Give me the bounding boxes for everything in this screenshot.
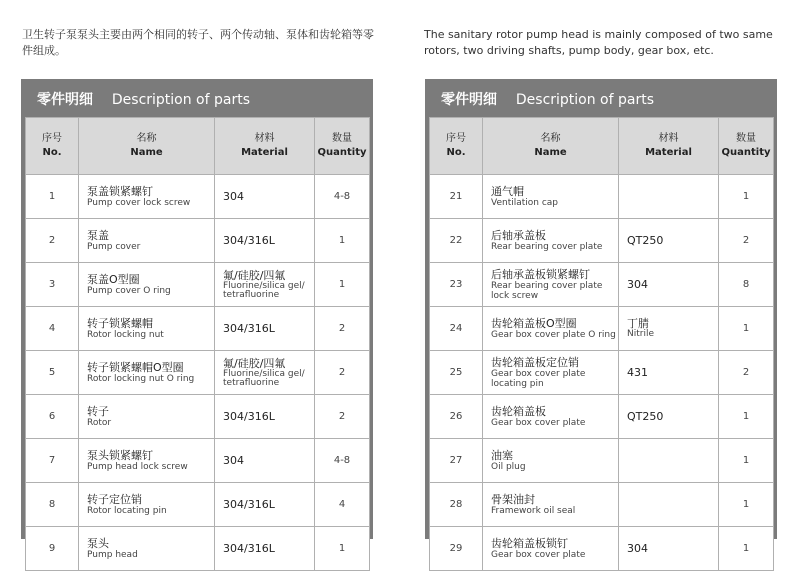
- material-cn: 304/316L: [223, 321, 275, 335]
- part-material: [619, 395, 719, 439]
- part-quantity: 2: [315, 307, 370, 351]
- part-quantity: 1: [719, 439, 774, 483]
- table-row: [26, 439, 370, 483]
- header-quantity: 数量 Quantity: [315, 118, 370, 175]
- part-material: [619, 527, 719, 571]
- table-row: [26, 307, 370, 351]
- panel-title: [25, 79, 369, 117]
- part-name-en: Pump cover lock screw: [87, 197, 191, 208]
- part-name: [79, 175, 215, 219]
- part-name: [483, 439, 619, 483]
- part-number: 22: [430, 219, 483, 263]
- material-en: Fluorine/silica gel/ tetrafluorine: [223, 368, 305, 388]
- table-row: [26, 395, 370, 439]
- part-quantity: 1: [315, 219, 370, 263]
- material-cn: 304: [223, 189, 244, 203]
- part-quantity: 4-8: [315, 439, 370, 483]
- material-cn: 304: [627, 277, 648, 291]
- header-name: 名称 Name: [483, 118, 619, 175]
- part-quantity: 1: [719, 483, 774, 527]
- part-quantity: 4: [315, 483, 370, 527]
- part-material: [215, 351, 315, 395]
- part-name-en: Pump cover: [87, 241, 141, 252]
- part-name-cn: 骨架油封: [491, 492, 535, 506]
- part-name-cn: 转子锁紧螺帽O型圈: [87, 360, 184, 374]
- part-name-en: Ventilation cap: [491, 197, 559, 208]
- part-name-en: Pump cover O ring: [87, 285, 171, 296]
- part-name-en: Rotor locking nut: [87, 329, 164, 340]
- part-name: [79, 483, 215, 527]
- part-name-cn: 齿轮箱盖板O型圈: [491, 316, 577, 330]
- part-name: [79, 351, 215, 395]
- parts-panel-left: [21, 79, 373, 560]
- table-row: [430, 175, 774, 219]
- part-quantity: 1: [719, 527, 774, 571]
- part-number: 3: [26, 263, 79, 307]
- header-no: 序号 No.: [26, 118, 79, 175]
- material-cn: 431: [627, 365, 648, 379]
- header-name: 名称 Name: [79, 118, 215, 175]
- parts-table-right: [429, 117, 774, 571]
- part-name-en: Gear box cover plate: [491, 417, 586, 428]
- part-name-en: Pump head: [87, 549, 138, 560]
- part-name: [79, 219, 215, 263]
- part-name: [483, 219, 619, 263]
- material-cn: 304: [627, 541, 648, 555]
- material-cn: 304/316L: [223, 233, 275, 247]
- part-name-cn: 齿轮箱盖板: [491, 404, 546, 418]
- part-name-cn: 齿轮箱盖板定位销: [491, 355, 579, 369]
- part-number: 1: [26, 175, 79, 219]
- part-material: [619, 219, 719, 263]
- part-material: [619, 263, 719, 307]
- part-name-en: Oil plug: [491, 461, 526, 472]
- part-material: [619, 307, 719, 351]
- part-quantity: 1: [315, 527, 370, 571]
- part-name: [79, 439, 215, 483]
- part-number: 6: [26, 395, 79, 439]
- header-quantity: 数量 Quantity: [719, 118, 774, 175]
- part-material: [619, 175, 719, 219]
- part-name: [483, 351, 619, 395]
- panel-title: [429, 79, 773, 117]
- table-row: [430, 263, 774, 307]
- header-material: 材料 Material: [619, 118, 719, 175]
- part-name-cn: 齿轮箱盖板锁钉: [491, 536, 568, 550]
- part-name: [483, 263, 619, 307]
- part-quantity: 1: [315, 263, 370, 307]
- part-name-en: Gear box cover plate: [491, 549, 586, 560]
- intro-text-cn: 卫生转子泵泵头主要由两个相同的转子、两个传动轴、泵体和齿轮箱等零件组成。: [22, 28, 374, 57]
- part-name-en: Rotor locking nut O ring: [87, 373, 195, 384]
- table-header-row: [26, 118, 370, 175]
- part-name-en: Gear box cover plate locating pin: [491, 368, 586, 389]
- part-name-cn: 转子定位销: [87, 492, 142, 506]
- table-row: [430, 351, 774, 395]
- part-name: [483, 175, 619, 219]
- part-name-cn: 泵盖: [87, 228, 109, 242]
- material-cn: 氟/硅胶/四氟: [223, 356, 286, 370]
- header-material: 材料 Material: [215, 118, 315, 175]
- panel-title-cn: 零件明细: [37, 92, 93, 108]
- part-material: [215, 307, 315, 351]
- material-cn: QT250: [627, 233, 664, 247]
- part-name: [483, 395, 619, 439]
- part-material: [215, 395, 315, 439]
- table-row: [430, 219, 774, 263]
- part-material: [619, 439, 719, 483]
- part-material: [215, 263, 315, 307]
- part-name-en: Rotor locating pin: [87, 505, 167, 516]
- material-cn: 304/316L: [223, 541, 275, 555]
- part-number: 26: [430, 395, 483, 439]
- part-name-cn: 后轴承盖板: [491, 228, 546, 242]
- part-quantity: 1: [719, 395, 774, 439]
- part-name: [79, 307, 215, 351]
- part-number: 8: [26, 483, 79, 527]
- part-name: [79, 395, 215, 439]
- table-row: [26, 263, 370, 307]
- panel-title-en: Description of parts: [111, 92, 251, 108]
- part-name-en: Rear bearing cover plate lock screw: [491, 280, 603, 301]
- part-name-cn: 泵头: [87, 536, 109, 550]
- part-material: [215, 483, 315, 527]
- part-quantity: 8: [719, 263, 774, 307]
- part-name-en: Rotor: [87, 417, 112, 428]
- part-quantity: 2: [315, 351, 370, 395]
- part-name: [483, 527, 619, 571]
- part-name-cn: 转子: [87, 404, 109, 418]
- part-quantity: 2: [315, 395, 370, 439]
- part-number: 24: [430, 307, 483, 351]
- panel-title-en: Description of parts: [515, 92, 655, 108]
- part-name: [483, 483, 619, 527]
- material-cn: 304: [223, 453, 244, 467]
- part-number: 27: [430, 439, 483, 483]
- parts-panel-right: [425, 79, 777, 560]
- part-name-cn: 转子锁紧螺帽: [87, 316, 153, 330]
- part-name-en: Rear bearing cover plate: [491, 241, 603, 252]
- part-quantity: 4-8: [315, 175, 370, 219]
- part-number: 23: [430, 263, 483, 307]
- material-cn: 304/316L: [223, 409, 275, 423]
- table-row: [430, 527, 774, 571]
- material-cn: 氟/硅胶/四氟: [223, 268, 286, 282]
- part-number: 25: [430, 351, 483, 395]
- part-name-cn: 后轴承盖板锁紧螺钉: [491, 267, 590, 281]
- part-quantity: 2: [719, 351, 774, 395]
- part-number: 28: [430, 483, 483, 527]
- table-row: [26, 483, 370, 527]
- part-number: 9: [26, 527, 79, 571]
- part-number: 4: [26, 307, 79, 351]
- part-name-cn: 通气帽: [491, 184, 524, 198]
- panel-title-cn: 零件明细: [441, 92, 497, 108]
- part-material: [619, 483, 719, 527]
- part-number: 29: [430, 527, 483, 571]
- parts-table-left: [25, 117, 370, 571]
- table-row: [26, 351, 370, 395]
- part-name: [79, 263, 215, 307]
- material-en: Nitrile: [627, 329, 654, 339]
- table-header-row: [430, 118, 774, 175]
- part-material: [619, 351, 719, 395]
- material-cn: QT250: [627, 409, 664, 423]
- part-material: [215, 219, 315, 263]
- part-name-en: Gear box cover plate O ring: [491, 329, 616, 340]
- part-name-cn: 油塞: [491, 448, 513, 462]
- part-name: [79, 527, 215, 571]
- part-name-cn: 泵盖O型圈: [87, 272, 140, 286]
- part-quantity: 1: [719, 175, 774, 219]
- material-cn: 304/316L: [223, 497, 275, 511]
- table-row: [26, 175, 370, 219]
- part-number: 7: [26, 439, 79, 483]
- part-name-en: Pump head lock screw: [87, 461, 188, 472]
- part-material: [215, 527, 315, 571]
- part-name-cn: 泵盖锁紧螺钉: [87, 184, 153, 198]
- part-name-cn: 泵头锁紧螺钉: [87, 448, 153, 462]
- intro-text-en: The sanitary rotor pump head is mainly composed of two same rotors, two driving shafts, pump body, gear box, etc.: [424, 28, 773, 57]
- part-name-en: Framework oil seal: [491, 505, 576, 516]
- header-no: 序号 No.: [430, 118, 483, 175]
- part-name: [483, 307, 619, 351]
- part-quantity: 2: [719, 219, 774, 263]
- part-material: [215, 175, 315, 219]
- table-row: [430, 483, 774, 527]
- table-row: [26, 527, 370, 571]
- table-row: [430, 307, 774, 351]
- part-quantity: 1: [719, 307, 774, 351]
- part-number: 2: [26, 219, 79, 263]
- table-row: [430, 439, 774, 483]
- table-row: [26, 219, 370, 263]
- material-en: Fluorine/silica gel/ tetrafluorine: [223, 280, 305, 300]
- part-number: 5: [26, 351, 79, 395]
- part-number: 21: [430, 175, 483, 219]
- table-row: [430, 395, 774, 439]
- part-material: [215, 439, 315, 483]
- material-cn: 丁腈: [627, 317, 649, 330]
